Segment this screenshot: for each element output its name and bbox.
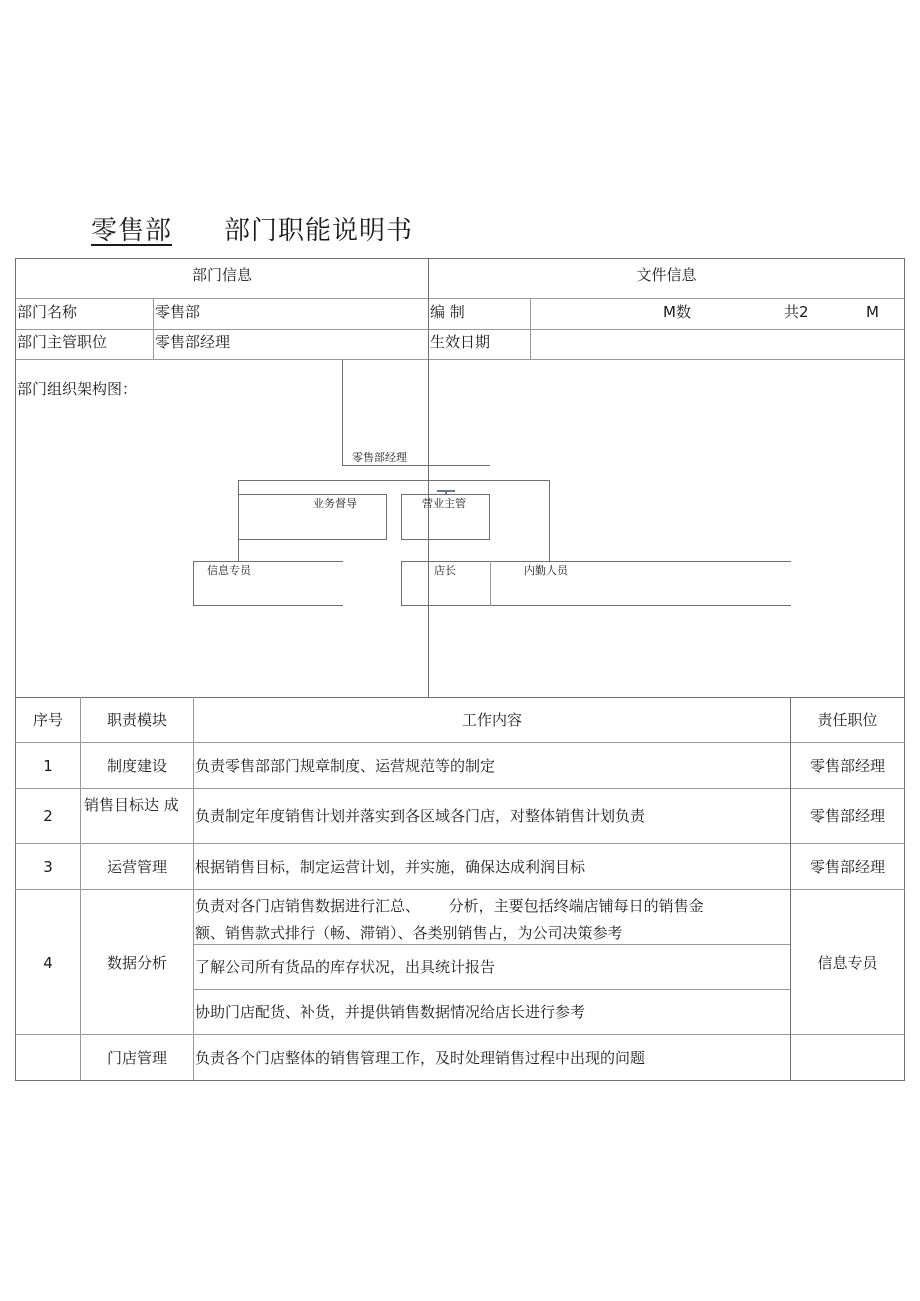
row-module: 数据分析 bbox=[106, 954, 167, 972]
table-divider bbox=[15, 742, 905, 743]
table-divider bbox=[15, 889, 905, 890]
column-header-position: 责任职位 bbox=[817, 711, 878, 729]
table-divider bbox=[790, 697, 791, 1080]
row-module: 运营管理 bbox=[106, 858, 167, 876]
column-header-module: 职责模块 bbox=[106, 711, 167, 729]
row-content: 负责制定年度销售计划并落实到各区域各门店，对整体销售计划负责 bbox=[195, 807, 646, 825]
row-number: 3 bbox=[43, 858, 53, 876]
row-content: 负责对各门店销售数据进行汇总、 分析，主要包括终端店铺每日的销售金 bbox=[195, 897, 704, 915]
org-connector bbox=[549, 480, 550, 561]
dept-info-heading: 部门信息 bbox=[191, 266, 252, 284]
row-position: 零售部经理 bbox=[809, 757, 885, 775]
row-number: 4 bbox=[43, 954, 53, 972]
total-pages-label: 共2 bbox=[784, 303, 809, 321]
row-module: 销售目标达 成 bbox=[84, 796, 179, 814]
table-divider bbox=[15, 788, 905, 789]
table-divider bbox=[15, 359, 905, 360]
row-content: 负责零售部部门规章制度、运营规范等的制定 bbox=[195, 757, 496, 775]
table-divider bbox=[153, 298, 154, 359]
effective-date-label: 生效日期 bbox=[430, 333, 491, 351]
table-divider bbox=[193, 697, 194, 1080]
dept-name-value: 零售部 bbox=[155, 303, 201, 321]
row-module: 门店管理 bbox=[106, 1049, 167, 1067]
row-content: 根据销售目标，制定运营计划，并实施，确保达成利润目标 bbox=[195, 858, 586, 876]
column-header-content: 工作内容 bbox=[461, 711, 522, 729]
row-number: 1 bbox=[43, 757, 53, 775]
table-divider bbox=[193, 944, 790, 945]
table-border-bottom bbox=[15, 1080, 905, 1081]
org-connector bbox=[238, 480, 550, 481]
row-content: 了解公司所有货品的库存状况，出具统计报告 bbox=[195, 958, 496, 976]
row-position: 零售部经理 bbox=[809, 807, 885, 825]
table-divider-center bbox=[428, 258, 429, 697]
org-connector bbox=[238, 540, 239, 561]
dept-head-value: 零售部经理 bbox=[155, 333, 231, 351]
table-divider bbox=[15, 1034, 905, 1035]
row-content: 负责各个门店整体的销售管理工作，及时处理销售过程中出现的问题 bbox=[195, 1049, 646, 1067]
org-divider bbox=[490, 561, 491, 606]
row-content: 协助门店配货、补货，并提供销售数据情况给店长进行参考 bbox=[195, 1003, 586, 1021]
org-node-business-lead: 营业主管 bbox=[422, 497, 466, 510]
table-divider bbox=[15, 697, 905, 698]
page-count-label: M数 bbox=[663, 303, 691, 321]
table-divider bbox=[530, 298, 531, 359]
org-node-store-manager: 店长 bbox=[434, 564, 456, 577]
org-node-manager: 零售部经理 bbox=[352, 451, 407, 464]
org-node-info-specialist: 信息专员 bbox=[207, 564, 251, 577]
total-pages-unit: M bbox=[866, 303, 879, 321]
table-divider bbox=[80, 697, 81, 1080]
file-info-heading: 文件信息 bbox=[636, 266, 697, 284]
table-border-right bbox=[904, 258, 905, 1081]
department-title: 零售部 bbox=[91, 216, 173, 246]
org-line bbox=[342, 465, 490, 466]
column-header-no: 序号 bbox=[32, 711, 63, 729]
document-title: 部门职能说明书 bbox=[224, 216, 414, 246]
compile-label: 编 制 bbox=[430, 303, 465, 321]
table-divider bbox=[193, 989, 790, 990]
row-content: 额、销售款式排行（畅、滞销）、各类别销售占，为公司决策参考 bbox=[195, 924, 623, 942]
row-number: 2 bbox=[43, 807, 53, 825]
table-divider bbox=[15, 329, 905, 330]
org-line bbox=[342, 360, 343, 465]
table-border-top bbox=[15, 258, 905, 259]
org-chart-label: 部门组织架构图： bbox=[17, 380, 138, 398]
row-position: 零售部经理 bbox=[809, 858, 885, 876]
dept-name-label: 部门名称 bbox=[17, 303, 78, 321]
org-node-supervisor: 业务督导 bbox=[313, 497, 357, 510]
org-node-back-office: 内勤人员 bbox=[524, 564, 568, 577]
row-module: 制度建设 bbox=[106, 757, 167, 775]
table-divider bbox=[15, 843, 905, 844]
row-position: 信息专员 bbox=[817, 954, 878, 972]
dept-head-label: 部门主管职位 bbox=[17, 333, 108, 351]
table-divider bbox=[15, 298, 905, 299]
org-box-store bbox=[401, 561, 791, 606]
